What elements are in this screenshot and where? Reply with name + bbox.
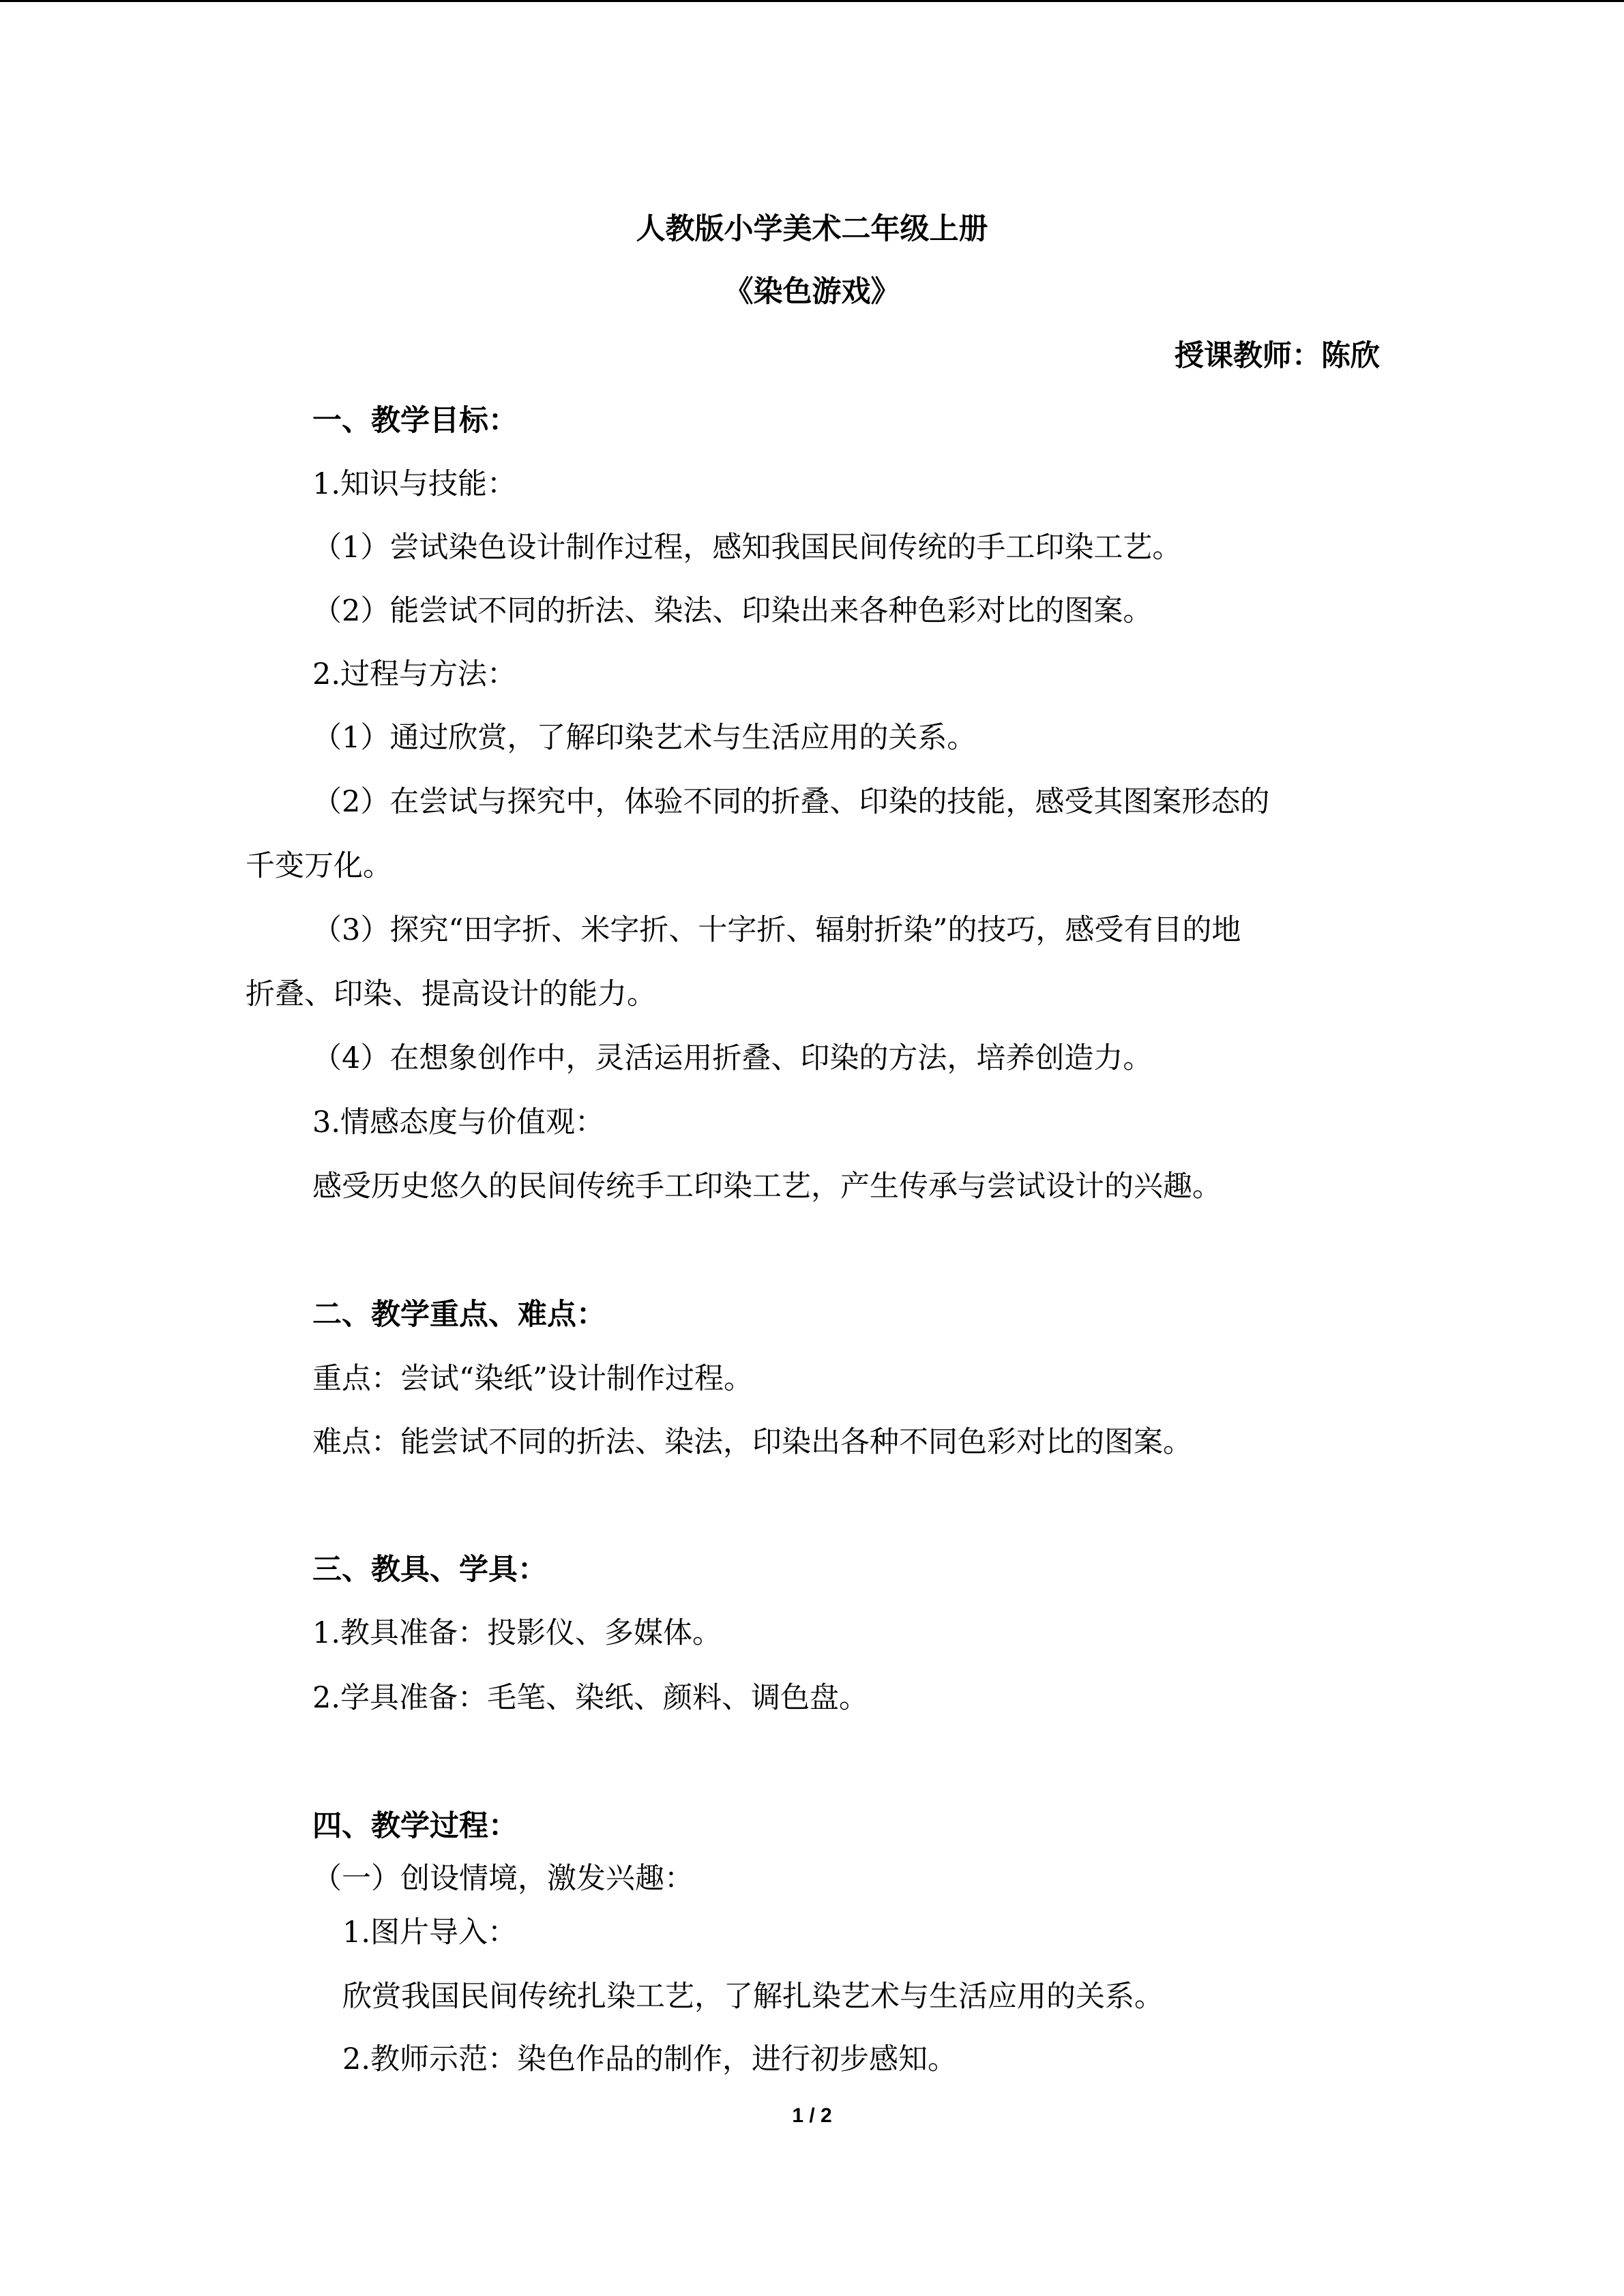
process-step: 1.图片导入： bbox=[342, 1915, 518, 1950]
subheading-process-method: 2.过程与方法： bbox=[312, 657, 517, 691]
objective-item: （2）能尝试不同的折法、染法、印染出来各种色彩对比的图案。 bbox=[312, 594, 1153, 628]
process-step-text: 欣赏我国民间传统扎染工艺，了解扎染艺术与生活应用的关系。 bbox=[342, 1980, 1164, 2014]
objective-item-continuation: 千变万化。 bbox=[246, 849, 392, 883]
section-heading-objectives: 一、教学目标： bbox=[312, 404, 518, 438]
objective-item: （1）尝试染色设计制作过程，感知我国民间传统的手工印染工艺。 bbox=[312, 531, 1182, 565]
document-title: 人教版小学美术二年级上册 bbox=[636, 212, 988, 246]
objective-item: （4）在想象创作中，灵活运用折叠、印染的方法，培养创造力。 bbox=[312, 1041, 1153, 1075]
section-heading-process: 四、教学过程： bbox=[312, 1809, 518, 1843]
page-number: 1 / 2 bbox=[792, 2104, 832, 2127]
subheading-knowledge-skills: 1.知识与技能： bbox=[312, 467, 517, 501]
lesson-title: 《染色游戏》 bbox=[724, 275, 900, 309]
process-part-heading: （一）创设情境，激发兴趣： bbox=[312, 1862, 694, 1896]
section-heading-materials: 三、教具、学具： bbox=[312, 1553, 547, 1587]
teacher-line: 授课教师：陈欣 bbox=[1175, 339, 1380, 373]
subheading-emotion-values: 3.情感态度与价值观： bbox=[312, 1105, 605, 1139]
objective-item: （1）通过欣赏，了解印染艺术与生活应用的关系。 bbox=[312, 721, 977, 755]
objective-item: （3）探究“田字折、米字折、十字折、辐射折染”的技巧，感受有目的地 bbox=[312, 913, 1241, 947]
materials-item: 2.学具准备：毛笔、染纸、颜料、调色盘。 bbox=[312, 1681, 869, 1715]
difficulty-text: 难点：能尝试不同的折法、染法，印染出各种不同色彩对比的图案。 bbox=[312, 1425, 1192, 1459]
objective-text: 感受历史悠久的民间传统手工印染工艺，产生传承与尝试设计的兴趣。 bbox=[312, 1169, 1222, 1204]
top-border-line bbox=[0, 0, 1624, 2]
process-step: 2.教师示范：染色作品的制作，进行初步感知。 bbox=[342, 2042, 958, 2076]
key-point-text: 重点：尝试“染纸”设计制作过程。 bbox=[312, 1362, 753, 1396]
materials-item: 1.教具准备：投影仪、多媒体。 bbox=[312, 1616, 722, 1650]
objective-item-continuation: 折叠、印染、提高设计的能力。 bbox=[246, 977, 656, 1011]
objective-item: （2）在尝试与探究中，体验不同的折叠、印染的技能，感受其图案形态的 bbox=[312, 785, 1270, 819]
section-heading-key-points: 二、教学重点、难点： bbox=[312, 1298, 606, 1332]
